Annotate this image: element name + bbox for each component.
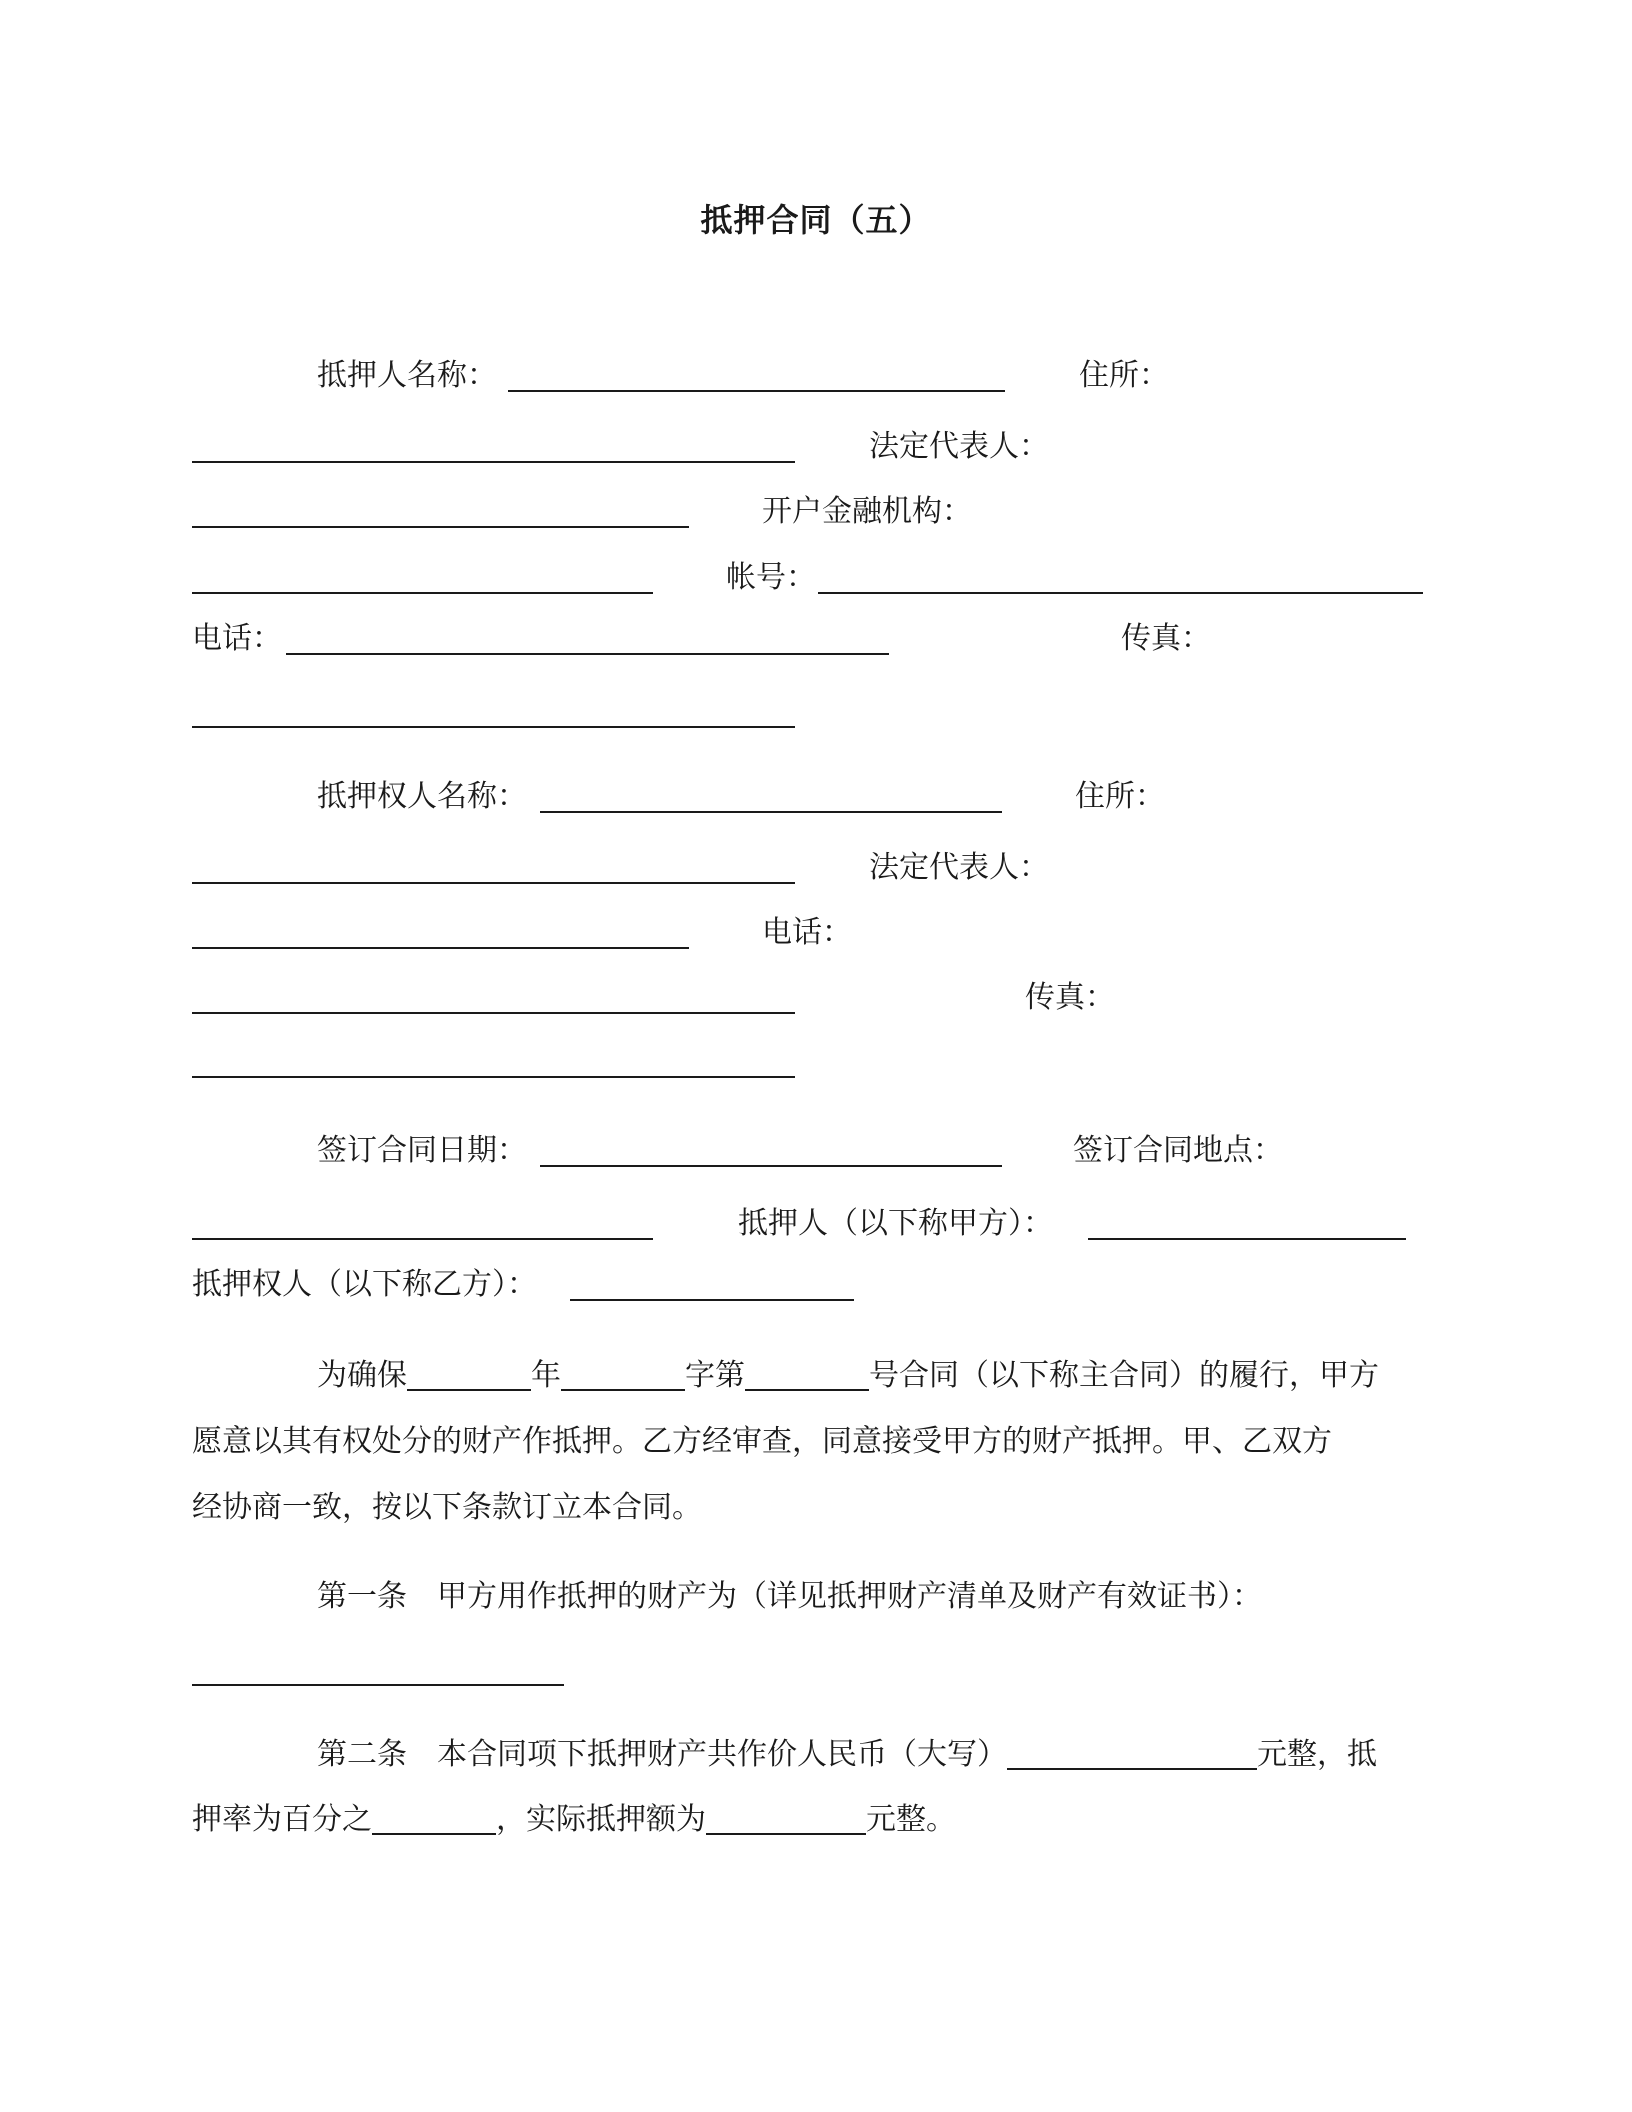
party-a-label: 抵押人（以下称甲方）： (738, 1206, 1053, 1241)
article-2-text: 第二条 本合同项下抵押财产共作价人民币（大写） (317, 1737, 1007, 1772)
preamble-text: 号合同（以下称主合同）的履行，甲方 (869, 1358, 1379, 1393)
document-title: 抵押合同（五） (700, 201, 932, 239)
mortgagor-account-label: 帐号： (726, 560, 816, 595)
signing-place-blank[interactable] (192, 1238, 653, 1240)
signing-place-label: 签订合同地点： (1073, 1133, 1283, 1168)
mortgagor-bank-label: 开户金融机构： (762, 494, 972, 529)
mortgagor-bank-blank[interactable] (192, 592, 653, 594)
mortgagor-address-label: 住所： (1079, 358, 1169, 393)
article-2-line-1 (317, 1735, 1377, 1775)
article-2-text: 押率为百分之 (192, 1802, 372, 1837)
mortgagor-fax-label: 传真： (1121, 621, 1211, 656)
article-1-blank[interactable] (192, 1684, 564, 1686)
preamble-line-3: 经协商一致，按以下条款订立本合同。 (192, 1490, 702, 1525)
preamble-line-2: 愿意以其有权处分的财产作抵押。乙方经审查，同意接受甲方的财产抵押。甲、乙双方 (192, 1424, 1332, 1459)
rate-blank[interactable] (372, 1803, 496, 1835)
signing-date-label: 签订合同日期： (317, 1133, 527, 1168)
preamble-text: 为确保 (317, 1358, 407, 1393)
party-b-blank[interactable] (570, 1299, 854, 1301)
signing-date-blank[interactable] (540, 1165, 1002, 1167)
mortgagee-fax-label: 传真： (1025, 980, 1115, 1015)
amount-blank[interactable] (706, 1803, 866, 1835)
mortgagor-account-blank[interactable] (818, 592, 1423, 594)
mortgagor-legal-rep-blank[interactable] (192, 526, 689, 528)
mortgagee-legal-rep-label: 法定代表人： (869, 850, 1049, 885)
party-b-label: 抵押权人（以下称乙方）： (192, 1267, 537, 1302)
mortgagee-phone-blank[interactable] (192, 1012, 795, 1014)
price-blank[interactable] (1007, 1738, 1257, 1770)
mortgagor-name-blank[interactable] (508, 390, 1005, 392)
number-blank[interactable] (745, 1359, 869, 1391)
mortgagee-address-label: 住所： (1075, 779, 1165, 814)
article-2-text: ，实际抵押额为 (496, 1802, 706, 1837)
year-blank[interactable] (407, 1359, 531, 1391)
mortgagee-fax-blank[interactable] (192, 1076, 795, 1078)
article-1-text: 第一条 甲方用作抵押的财产为（详见抵押财产清单及财产有效证书）： (317, 1579, 1262, 1614)
mortgagor-phone-label: 电话： (192, 621, 282, 656)
article-2-text: 元整，抵 (1257, 1737, 1377, 1772)
mortgagee-phone-label: 电话： (762, 915, 852, 950)
mortgagor-fax-blank[interactable] (192, 726, 795, 728)
preamble-text: 字第 (685, 1358, 745, 1393)
mortgagee-name-blank[interactable] (540, 811, 1002, 813)
mortgagor-name-label: 抵押人名称： (317, 358, 497, 393)
preamble-line-1 (317, 1356, 1379, 1396)
mortgagee-address-blank[interactable] (192, 882, 795, 884)
mortgagor-address-blank[interactable] (192, 461, 795, 463)
party-a-blank[interactable] (1088, 1238, 1406, 1240)
word-blank[interactable] (561, 1359, 685, 1391)
mortgagor-phone-blank[interactable] (286, 653, 889, 655)
mortgagee-legal-rep-blank[interactable] (192, 947, 689, 949)
preamble-text: 年 (531, 1358, 561, 1393)
article-2-text: 元整。 (866, 1802, 956, 1837)
article-2-line-2 (192, 1800, 956, 1840)
mortgagee-name-label: 抵押权人名称： (317, 779, 527, 814)
mortgagor-legal-rep-label: 法定代表人： (869, 429, 1049, 464)
